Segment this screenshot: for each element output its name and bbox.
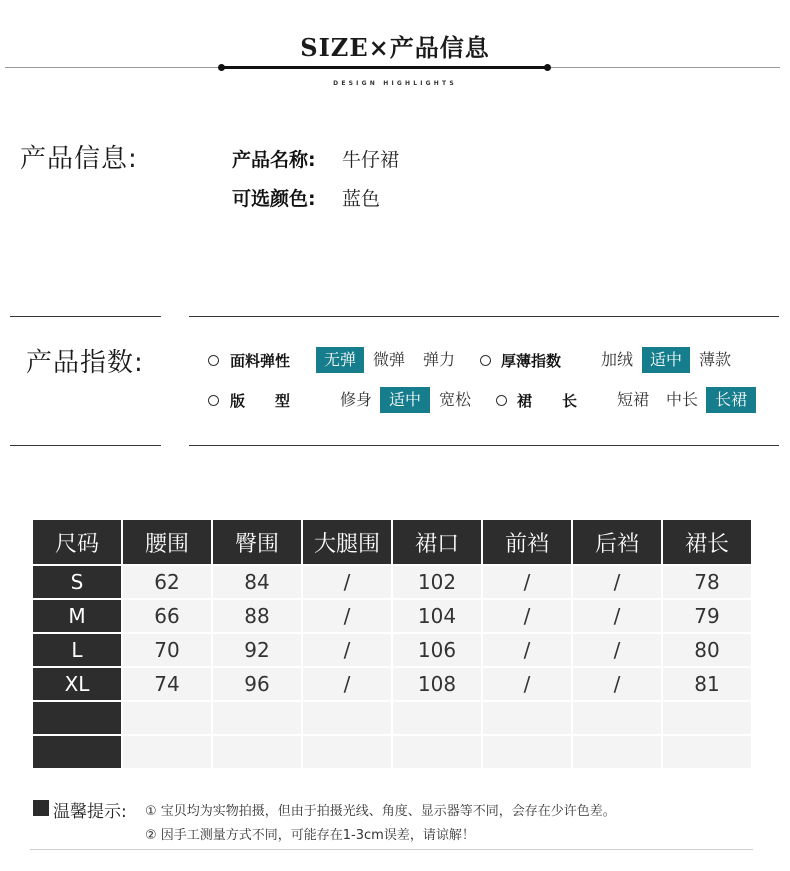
- table-cell: /: [573, 668, 661, 700]
- divider-dot-right: [544, 64, 551, 71]
- table-cell: [393, 702, 481, 734]
- header-back-rise: 后裆: [573, 520, 661, 564]
- product-color-key: 可选颜色:: [232, 188, 316, 210]
- table-cell: /: [483, 634, 571, 666]
- table-cell: [303, 736, 391, 768]
- header-length: 裙长: [663, 520, 751, 564]
- table-cell: 79: [663, 600, 751, 632]
- table-cell: [573, 736, 661, 768]
- table-row: [33, 668, 751, 700]
- product-name-value: 牛仔裙: [342, 149, 400, 171]
- table-row: [33, 600, 751, 632]
- table-cell: 102: [393, 566, 481, 598]
- table-cell: /: [303, 566, 391, 598]
- table-cell: [663, 702, 751, 734]
- table-cell: 66: [123, 600, 211, 632]
- table-cell: /: [483, 566, 571, 598]
- fabric-elasticity-option-2: 弹力: [422, 350, 455, 369]
- size-table: [31, 518, 753, 770]
- circle-bullet-icon: [480, 355, 491, 366]
- table-cell: /: [483, 600, 571, 632]
- header-hip: 臀围: [213, 520, 301, 564]
- table-cell: [213, 702, 301, 734]
- table-cell: 104: [393, 600, 481, 632]
- fabric-elasticity-option-1: 微弹: [372, 350, 405, 369]
- size-label-cell: S: [33, 566, 121, 598]
- tip-line-2: ② 因手工测量方式不同，可能存在1-3cm误差，请谅解！: [145, 828, 475, 843]
- table-cell: /: [303, 600, 391, 632]
- page-subtitle: DESIGN HIGHLIGHTS: [333, 80, 457, 87]
- header-thigh: 大腿围: [303, 520, 391, 564]
- fit-option-1: 适中: [380, 387, 430, 413]
- thickness-option-2: 薄款: [698, 350, 731, 369]
- fit-option-2: 宽松: [438, 390, 471, 409]
- table-row: [33, 566, 751, 598]
- fabric-elasticity-option-0: 无弹: [316, 347, 364, 373]
- tip-line-1: ① 宝贝均为实物拍摄，但由于拍摄光线、角度、显示器等不同，会存在少许色差。: [145, 804, 616, 819]
- table-cell: 78: [663, 566, 751, 598]
- product-index-label: 产品指数:: [26, 348, 144, 378]
- title-divider-accent: [221, 66, 548, 69]
- page-title: SIZE×产品信息: [300, 33, 490, 62]
- table-cell: /: [303, 634, 391, 666]
- size-label-cell: L: [33, 634, 121, 666]
- index-rule-bottom-right: [189, 445, 779, 446]
- table-cell: [303, 702, 391, 734]
- table-cell: [483, 702, 571, 734]
- product-info-label: 产品信息:: [20, 144, 138, 174]
- fit-option-0: 修身: [339, 390, 372, 409]
- size-label-cell: [33, 702, 121, 734]
- table-cell: [663, 736, 751, 768]
- table-cell: 70: [123, 634, 211, 666]
- index-rule-top-right: [189, 316, 779, 317]
- product-name-key: 产品名称:: [232, 149, 316, 171]
- skirt-length-option-1: 中长: [665, 390, 698, 409]
- circle-bullet-icon: [496, 395, 507, 406]
- table-cell: 84: [213, 566, 301, 598]
- size-label-cell: M: [33, 600, 121, 632]
- table-row: [33, 736, 751, 768]
- header-size: 尺码: [33, 520, 121, 564]
- table-cell: /: [483, 668, 571, 700]
- table-cell: [393, 736, 481, 768]
- fabric-elasticity-key: 面料弹性: [230, 351, 291, 370]
- table-cell: [123, 702, 211, 734]
- tips-label: 温馨提示:: [53, 802, 127, 822]
- table-cell: [573, 702, 661, 734]
- index-rule-top-left: [10, 316, 161, 317]
- table-cell: /: [573, 634, 661, 666]
- thickness-option-1: 适中: [642, 347, 690, 373]
- table-cell: 81: [663, 668, 751, 700]
- table-cell: 106: [393, 634, 481, 666]
- product-name-row: [232, 145, 399, 172]
- table-cell: 88: [213, 600, 301, 632]
- thickness-key: 厚薄指数: [501, 351, 562, 370]
- square-bullet-icon: [33, 800, 49, 816]
- index-rule-bottom-left: [10, 445, 161, 446]
- table-cell: 80: [663, 634, 751, 666]
- table-cell: 62: [123, 566, 211, 598]
- skirt-length-option-0: 短裙: [616, 390, 649, 409]
- table-cell: 92: [213, 634, 301, 666]
- table-cell: /: [573, 566, 661, 598]
- skirt-length-option-2: 长裙: [706, 387, 756, 413]
- product-color-value: 蓝色: [342, 188, 381, 210]
- thickness-option-0: 加绒: [600, 350, 633, 369]
- table-cell: /: [573, 600, 661, 632]
- header-hem: 裙口: [393, 520, 481, 564]
- table-cell: [483, 736, 571, 768]
- header-waist: 腰围: [123, 520, 211, 564]
- table-row: [33, 702, 751, 734]
- table-row: [33, 634, 751, 666]
- bottom-divider: [30, 849, 753, 850]
- index-row-1: [208, 347, 740, 373]
- table-cell: 108: [393, 668, 481, 700]
- size-table-header-row: [33, 520, 751, 564]
- table-cell: [213, 736, 301, 768]
- divider-dot-left: [218, 64, 225, 71]
- fit-key: 版 型: [230, 391, 291, 410]
- table-cell: 96: [213, 668, 301, 700]
- table-cell: /: [303, 668, 391, 700]
- table-cell: 74: [123, 668, 211, 700]
- skirt-length-key: 裙 长: [517, 391, 578, 410]
- index-row-2: [208, 387, 756, 413]
- product-color-row: [232, 184, 380, 211]
- size-label-cell: XL: [33, 668, 121, 700]
- size-label-cell: [33, 736, 121, 768]
- header-front-rise: 前裆: [483, 520, 571, 564]
- table-cell: [123, 736, 211, 768]
- circle-bullet-icon: [208, 395, 219, 406]
- circle-bullet-icon: [208, 355, 219, 366]
